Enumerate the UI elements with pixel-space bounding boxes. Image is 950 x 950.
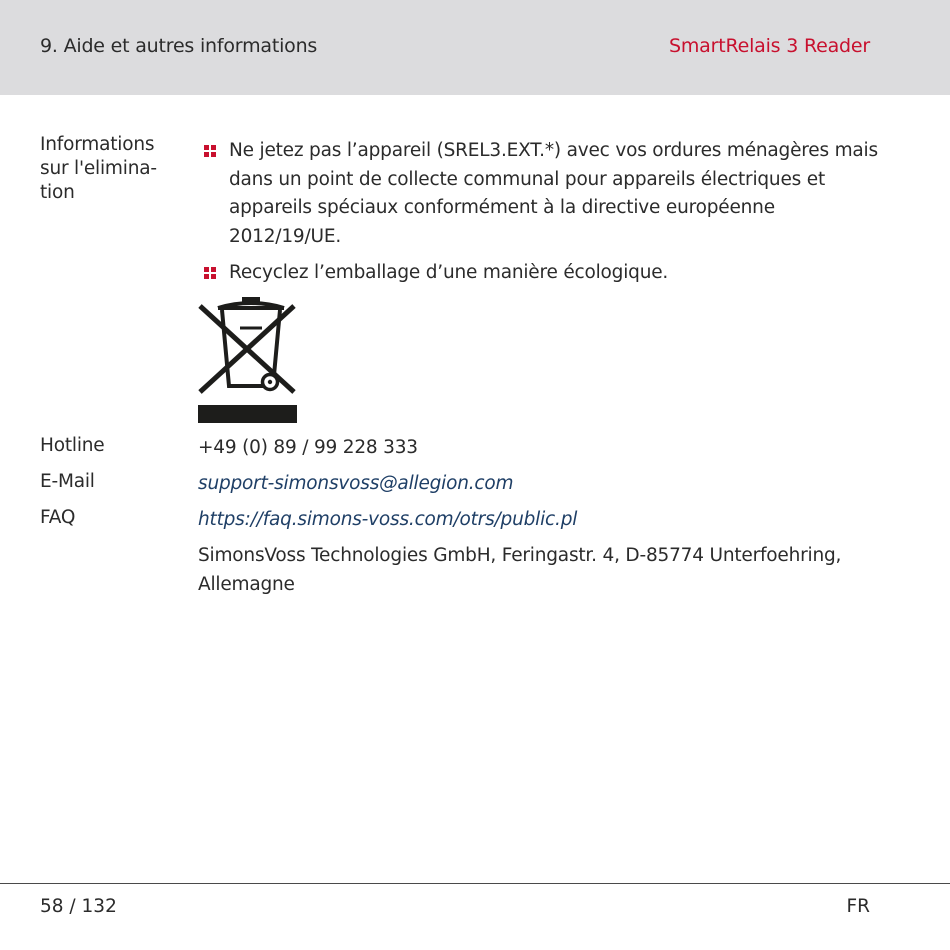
address-line: Allemagne <box>198 574 295 595</box>
disposal-label-line: sur l'elimina- <box>40 158 157 179</box>
disposal-label <box>40 133 157 205</box>
company-address <box>198 541 841 599</box>
page-number: 58 / 132 <box>40 896 117 917</box>
crossed-out-wheelie-bin-icon <box>196 296 299 426</box>
disposal-label-line: tion <box>40 182 75 203</box>
disposal-bullet-item <box>200 137 890 251</box>
hotline-label: Hotline <box>40 435 105 456</box>
address-line: SimonsVoss Technologies GmbH, Feringastr. 4, D-85774 Unterfoehring, <box>198 545 842 566</box>
hotline-value: +49 (0) 89 / 99 228 333 <box>198 437 418 458</box>
section-title: 9. Aide et autres informations <box>40 35 318 57</box>
recycle-bullet-item <box>200 259 890 288</box>
email-label: E-Mail <box>40 471 95 492</box>
square-bullet-icon <box>204 145 216 157</box>
footer-divider <box>0 883 950 884</box>
email-link[interactable]: support-simonsvoss@allegion.com <box>198 473 514 494</box>
language-code: FR <box>846 896 870 917</box>
faq-label: FAQ <box>40 507 76 528</box>
square-bullet-icon <box>204 267 216 279</box>
faq-link[interactable]: https://faq.simons-voss.com/otrs/public.pl <box>198 509 578 530</box>
product-name: SmartRelais 3 Reader <box>668 35 870 57</box>
disposal-bullet-text: Ne jetez pas l’appareil (SREL3.EXT.*) avec vos ordures ménagères mais dans un point de collecte communal pour appareils électriques et appareils spéciaux conformément à la directive européenne 2012/19/UE. <box>229 140 878 247</box>
page-header <box>0 0 950 95</box>
recycle-bullet-text: Recyclez l’emballage d’une manière écologique. <box>229 262 669 283</box>
disposal-label-line: Informations <box>40 134 155 155</box>
